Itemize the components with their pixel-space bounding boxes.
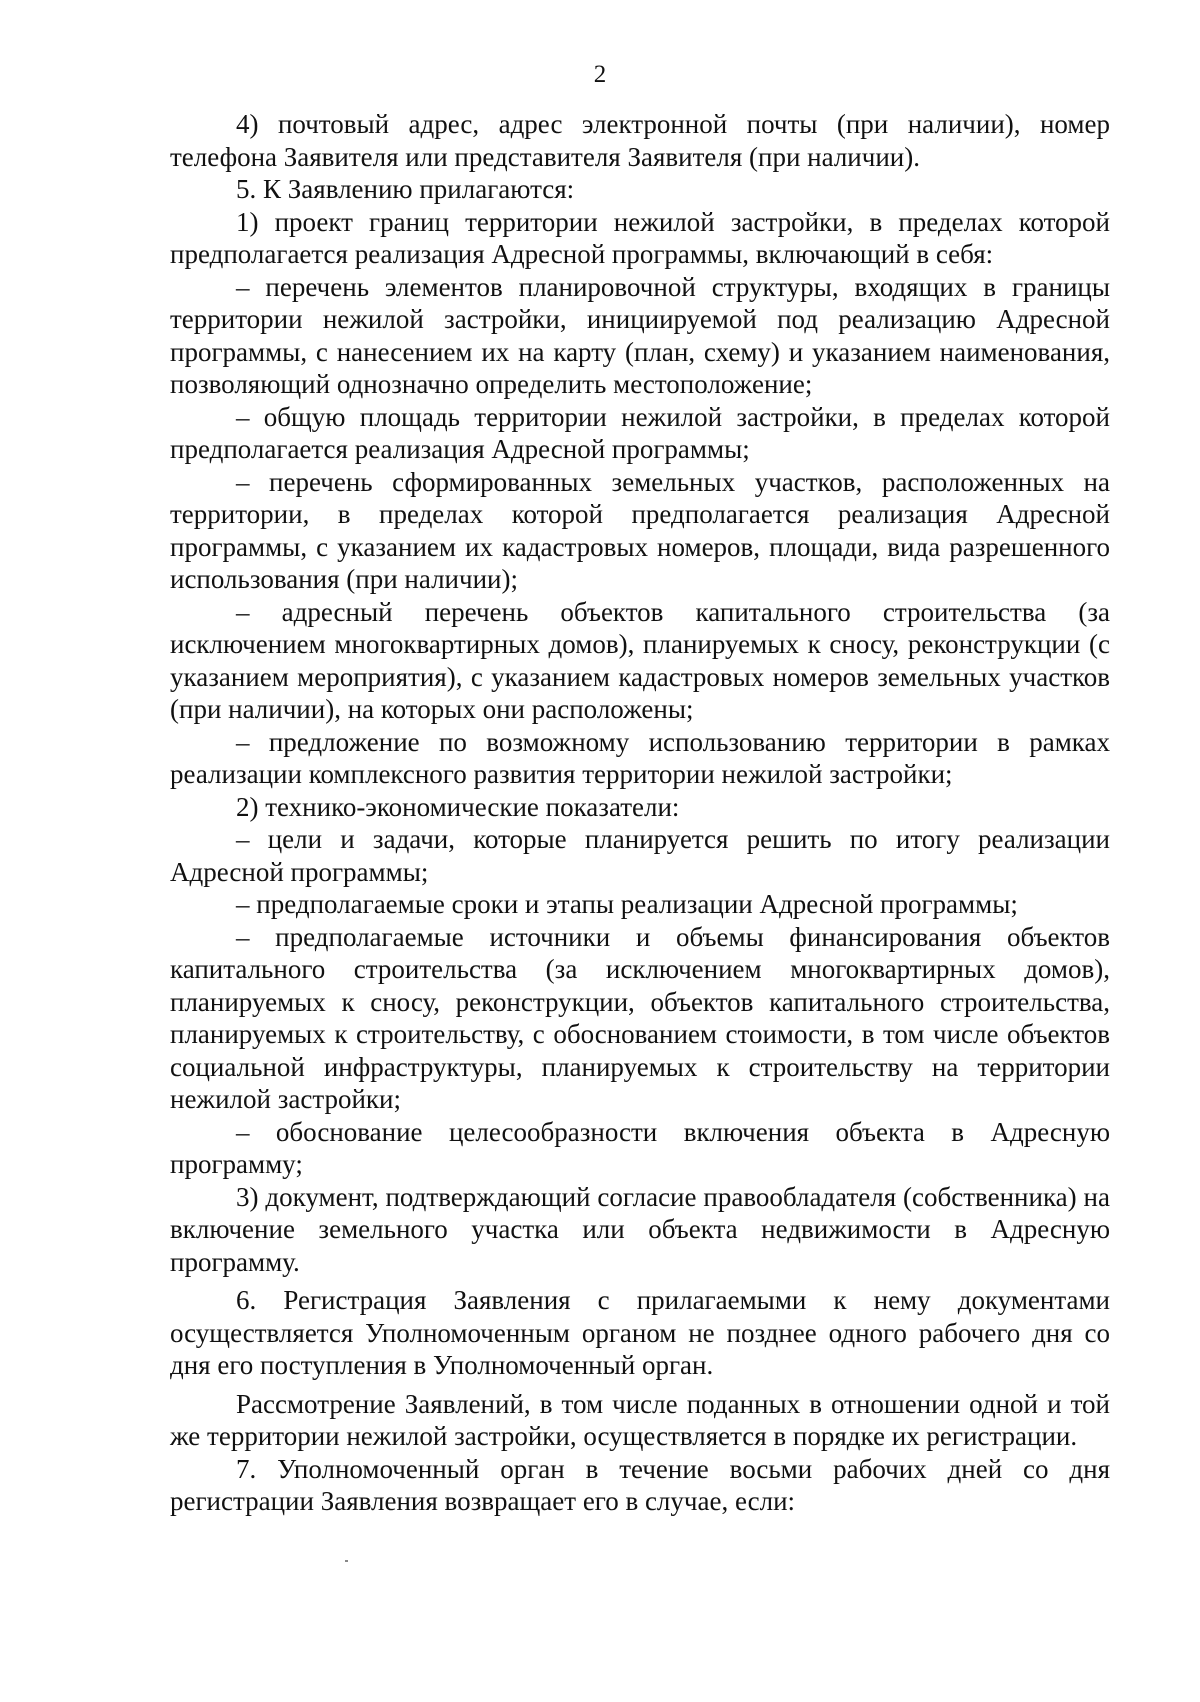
paragraph-contact-details: 4) почтовый адрес, адрес электронной почты (при наличии), номер телефона Заявителя или представителя Заявителя (при наличии). (170, 109, 1110, 172)
page-number: 2 (593, 61, 607, 88)
paragraph-justification: – обоснование целесообразности включения объекта в Адресную программу; (170, 1116, 1110, 1179)
paragraph-registration: 6. Регистрация Заявления с прилагаемыми к нему документами осуществляется Уполномоченным органом не позднее одного рабочего дня со дня его поступления в Уполномоченный орган. (170, 1285, 1110, 1380)
paragraph-address-list: – адресный перечень объектов капитального строительства (за исключением многоквартирных домов), планируемых к сносу, реконструкции (с указанием мероприятия), с указанием кадастровых номеров земельных участков (при наличии), на которых они расположены; (170, 596, 1110, 724)
paragraph-land-plots: – перечень сформированных земельных участков, расположенных на территории, в пределах которой предполагается реализация Адресной программы, с указанием их кадастровых номеров, площади, вида разрешенного использования (при наличии); (170, 466, 1110, 594)
paragraph-total-area: – общую площадь территории нежилой застройки, в пределах которой предполагается реализация Адресной программы; (170, 401, 1110, 464)
paragraph-goals: – цели и задачи, которые планируется решить по итогу реализации Адресной программы; (170, 824, 1110, 887)
paragraph-timing: – предполагаемые сроки и этапы реализации Адресной программы; (236, 889, 1018, 919)
scan-speck (345, 1560, 348, 1562)
paragraph-consideration: Рассмотрение Заявлений, в том числе поданных в отношении одной и той же территории нежилой застройки, осуществляется в порядке их регистрации. (170, 1388, 1110, 1451)
paragraph-boundary-project: 1) проект границ территории нежилой застройки, в пределах которой предполагается реализация Адресной программы, включающий в себя: (170, 206, 1110, 269)
paragraph-owner-consent: 3) документ, подтверждающий согласие правообладателя (собственника) на включение земельного участка или объекта недвижимости в Адресную программу. (170, 1181, 1110, 1277)
paragraph-financing: – предполагаемые источники и объемы финансирования объектов капитального строительства (за исключением многоквартирных домов), планируемых к сносу, реконструкции, объектов капитального строительства, планируемых к строительству, с обоснованием стоимости, в том числе объектов социальной инфраструктуры, планируемых к строительству на территории нежилой застройки; (170, 921, 1110, 1114)
paragraph-return-conditions: 7. Уполномоченный орган в течение восьми рабочих дней со дня регистрации Заявления возвращает его в случае, если: (170, 1453, 1110, 1516)
document-body (170, 108, 1110, 1518)
paragraph-attachments-heading: 5. К Заявлению прилагаются: (236, 174, 575, 204)
paragraph-territory-proposal: – предложение по возможному использованию территории в рамках реализации комплексного развития территории нежилой застройки; (170, 726, 1110, 789)
paragraph-planning-elements: – перечень элементов планировочной структуры, входящих в границы территории нежилой застройки, инициируемой под реализацию Адресной программы, с нанесением их на карту (план, схему) и указанием наименования, позволяющий однозначно определить местоположение; (170, 271, 1110, 399)
paragraph-economic-indicators: 2) технико-экономические показатели: (236, 791, 680, 822)
